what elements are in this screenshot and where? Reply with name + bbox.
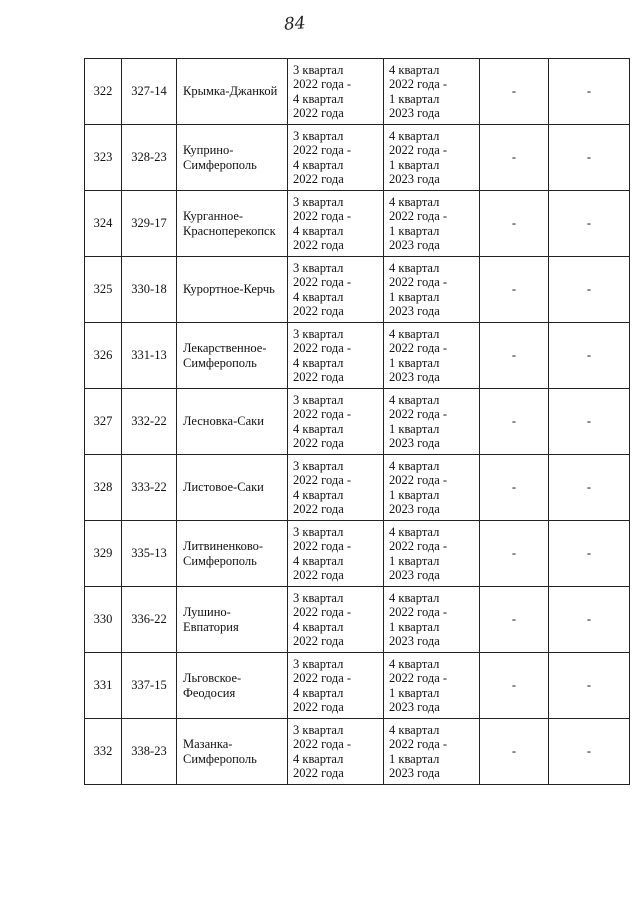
end-period-cell [384, 257, 480, 323]
empty-value-text: - [586, 348, 592, 363]
empty-value-text: - [511, 678, 517, 693]
start-period-text: 3 квартал 2022 года - 4 квартал 2022 года [293, 62, 352, 120]
table-row [85, 323, 630, 389]
table-row [85, 257, 630, 323]
empty-value-text: - [511, 348, 517, 363]
row-number-text: 327 [93, 414, 113, 429]
route-name-text: Курганное- Краснoперекопск [183, 209, 276, 238]
route-code-cell [122, 191, 177, 257]
route-code-text: 327-14 [131, 84, 167, 99]
end-period-text: 4 квартал 2022 года - 1 квартал 2023 года [389, 128, 448, 186]
end-period-text: 4 квартал 2022 года - 1 квартал 2023 года [389, 656, 448, 714]
empty-value-cell [549, 59, 630, 125]
table-row [85, 389, 630, 455]
row-number-cell [85, 257, 122, 323]
end-period-text: 4 квартал 2022 года - 1 квартал 2023 года [389, 392, 448, 450]
start-period-text: 3 квартал 2022 года - 4 квартал 2022 года [293, 326, 352, 384]
route-name-text: Лушино- Евпатория [183, 605, 239, 634]
end-period-cell [384, 191, 480, 257]
start-period-cell [288, 587, 384, 653]
row-number-text: 330 [93, 612, 113, 627]
empty-value-text: - [586, 546, 592, 561]
route-code-text: 336-22 [131, 612, 167, 627]
route-code-text: 332-22 [131, 414, 167, 429]
empty-value-text: - [511, 150, 517, 165]
route-code-text: 330-18 [131, 282, 167, 297]
start-period-text: 3 квартал 2022 года - 4 квартал 2022 года [293, 458, 352, 516]
table-body [85, 59, 630, 785]
empty-value-text: - [511, 612, 517, 627]
row-number-cell [85, 191, 122, 257]
empty-value-text: - [586, 744, 592, 759]
route-name-cell [177, 257, 288, 323]
empty-value-cell [549, 521, 630, 587]
end-period-cell [384, 653, 480, 719]
table-row [85, 191, 630, 257]
route-name-text: Листовое-Саки [183, 480, 264, 495]
start-period-text: 3 квартал 2022 года - 4 квартал 2022 года [293, 128, 352, 186]
row-number-text: 322 [93, 84, 113, 99]
empty-value-text: - [511, 546, 517, 561]
route-name-cell [177, 587, 288, 653]
row-number-cell [85, 587, 122, 653]
route-code-cell [122, 59, 177, 125]
table-row [85, 653, 630, 719]
start-period-text: 3 квартал 2022 года - 4 квартал 2022 года [293, 392, 352, 450]
empty-value-cell [480, 191, 549, 257]
start-period-cell [288, 653, 384, 719]
empty-value-text: - [511, 84, 517, 99]
route-name-cell [177, 455, 288, 521]
start-period-text: 3 квартал 2022 года - 4 квартал 2022 года [293, 194, 352, 252]
empty-value-cell [549, 257, 630, 323]
start-period-cell [288, 455, 384, 521]
empty-value-text: - [511, 744, 517, 759]
table-row [85, 455, 630, 521]
empty-value-text: - [586, 216, 592, 231]
start-period-cell [288, 719, 384, 785]
end-period-cell [384, 455, 480, 521]
end-period-text: 4 квартал 2022 года - 1 квартал 2023 года [389, 524, 448, 582]
route-code-cell [122, 125, 177, 191]
route-name-text: Крымка-Джанкой [183, 84, 278, 99]
route-name-cell [177, 191, 288, 257]
empty-value-text: - [511, 282, 517, 297]
table-row [85, 587, 630, 653]
route-name-cell [177, 323, 288, 389]
end-period-text: 4 квартал 2022 года - 1 квартал 2023 года [389, 590, 448, 648]
route-code-cell [122, 521, 177, 587]
start-period-text: 3 квартал 2022 года - 4 квартал 2022 года [293, 656, 352, 714]
end-period-text: 4 квартал 2022 года - 1 квартал 2023 года [389, 260, 448, 318]
row-number-cell [85, 59, 122, 125]
route-name-text: Лекарственное- Симферополь [183, 341, 267, 370]
route-name-text: Литвиненково- Симферополь [183, 539, 264, 568]
start-period-text: 3 квартал 2022 года - 4 квартал 2022 года [293, 260, 352, 318]
start-period-text: 3 квартал 2022 года - 4 квартал 2022 года [293, 590, 352, 648]
empty-value-cell [480, 257, 549, 323]
route-name-text: Мазанка- Симферополь [183, 737, 257, 766]
route-code-cell [122, 389, 177, 455]
route-code-cell [122, 257, 177, 323]
route-name-text: Лесновка-Саки [183, 414, 264, 429]
start-period-cell [288, 191, 384, 257]
route-name-text: Льговское- Феодосия [183, 671, 242, 700]
empty-value-text: - [511, 216, 517, 231]
end-period-cell [384, 323, 480, 389]
route-name-cell [177, 653, 288, 719]
start-period-text: 3 квартал 2022 года - 4 квартал 2022 года [293, 524, 352, 582]
row-number-text: 325 [93, 282, 113, 297]
empty-value-text: - [586, 84, 592, 99]
empty-value-cell [480, 323, 549, 389]
empty-value-cell [549, 455, 630, 521]
route-name-cell [177, 521, 288, 587]
empty-value-text: - [586, 678, 592, 693]
empty-value-cell [549, 389, 630, 455]
table-row [85, 59, 630, 125]
empty-value-text: - [511, 480, 517, 495]
end-period-text: 4 квартал 2022 года - 1 квартал 2023 года [389, 62, 448, 120]
route-code-text: 333-22 [131, 480, 167, 495]
route-schedule-table [84, 58, 630, 785]
start-period-cell [288, 59, 384, 125]
route-name-cell [177, 719, 288, 785]
empty-value-text: - [586, 612, 592, 627]
empty-value-cell [549, 653, 630, 719]
end-period-cell [384, 719, 480, 785]
empty-value-text: - [586, 414, 592, 429]
end-period-cell [384, 125, 480, 191]
route-name-cell [177, 59, 288, 125]
row-number-text: 326 [93, 348, 113, 363]
row-number-cell [85, 455, 122, 521]
empty-value-cell [480, 521, 549, 587]
row-number-cell [85, 323, 122, 389]
route-code-cell [122, 455, 177, 521]
end-period-cell [384, 59, 480, 125]
route-name-cell [177, 125, 288, 191]
row-number-cell [85, 521, 122, 587]
empty-value-cell [549, 125, 630, 191]
table-row [85, 719, 630, 785]
end-period-text: 4 квартал 2022 года - 1 квартал 2023 года [389, 722, 448, 780]
route-code-cell [122, 719, 177, 785]
route-code-text: 338-23 [131, 744, 167, 759]
empty-value-cell [549, 719, 630, 785]
empty-value-cell [480, 719, 549, 785]
route-name-text: Куприно- Симферополь [183, 143, 257, 172]
empty-value-text: - [586, 282, 592, 297]
empty-value-cell [549, 323, 630, 389]
row-number-text: 323 [93, 150, 113, 165]
empty-value-cell [480, 653, 549, 719]
table-row [85, 125, 630, 191]
empty-value-cell [480, 389, 549, 455]
empty-value-text: - [586, 150, 592, 165]
start-period-cell [288, 323, 384, 389]
route-code-text: 337-15 [131, 678, 167, 693]
route-code-text: 331-13 [131, 348, 167, 363]
row-number-cell [85, 389, 122, 455]
row-number-text: 332 [93, 744, 113, 759]
start-period-cell [288, 125, 384, 191]
route-name-text: Курортное-Керчь [183, 282, 275, 297]
route-code-text: 335-13 [131, 546, 167, 561]
row-number-text: 331 [93, 678, 113, 693]
empty-value-cell [480, 455, 549, 521]
table-row [85, 521, 630, 587]
empty-value-cell [549, 587, 630, 653]
route-code-cell [122, 653, 177, 719]
start-period-cell [288, 521, 384, 587]
route-code-cell [122, 587, 177, 653]
start-period-cell [288, 389, 384, 455]
end-period-cell [384, 389, 480, 455]
start-period-text: 3 квартал 2022 года - 4 квартал 2022 года [293, 722, 352, 780]
row-number-cell [85, 125, 122, 191]
route-code-text: 329-17 [131, 216, 167, 231]
end-period-text: 4 квартал 2022 года - 1 квартал 2023 года [389, 194, 448, 252]
empty-value-text: - [511, 414, 517, 429]
route-code-cell [122, 323, 177, 389]
row-number-cell [85, 653, 122, 719]
row-number-cell [85, 719, 122, 785]
end-period-cell [384, 521, 480, 587]
empty-value-cell [480, 59, 549, 125]
page-number: 84 [283, 13, 307, 35]
row-number-text: 329 [93, 546, 113, 561]
route-name-cell [177, 389, 288, 455]
empty-value-cell [480, 587, 549, 653]
row-number-text: 328 [93, 480, 113, 495]
end-period-text: 4 квартал 2022 года - 1 квартал 2023 года [389, 458, 448, 516]
empty-value-text: - [586, 480, 592, 495]
row-number-text: 324 [93, 216, 113, 231]
start-period-cell [288, 257, 384, 323]
route-code-text: 328-23 [131, 150, 167, 165]
empty-value-cell [549, 191, 630, 257]
empty-value-cell [480, 125, 549, 191]
end-period-cell [384, 587, 480, 653]
end-period-text: 4 квартал 2022 года - 1 квартал 2023 года [389, 326, 448, 384]
